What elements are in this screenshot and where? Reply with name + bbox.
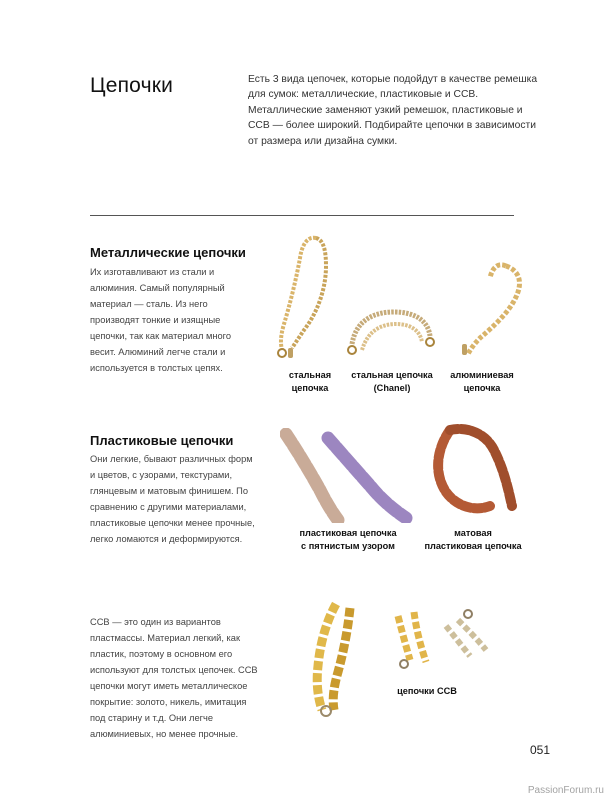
watermark: PassionForum.ru	[527, 785, 604, 796]
caption-aluminum-chain: алюминиевая цепочка	[450, 370, 514, 393]
metal-section-title: Металлические цепочки	[90, 245, 246, 260]
caption-matte-plastic-chain: матовая пластиковая цепочка	[424, 528, 522, 551]
aluminum-chain-photo	[448, 258, 530, 358]
metal-section-text: Их изготавливают из стали и алюминия. Самый популярный материал — сталь. Из него производят тонкие и изящные цепочки, так как материал много весит. Алюминий легче стали и используется в толстых цепях.	[90, 267, 232, 373]
ccb-section-text: ССВ — это один из вариантов пластмассы. Материал легкий, как пластик, поэтому в основном его используют для толстых цепочек. ССВ цепочки могут иметь металлическое покрытие: золото, никель, имитация под старину и т.д. Они легче алюминиевых, но менее прочные.	[90, 617, 258, 739]
chanel-chain-photo	[342, 300, 437, 362]
section-divider	[90, 215, 514, 216]
caption-ccb-chains: цепочки ССВ	[397, 686, 457, 696]
ccb-mixed-chains-photo	[384, 602, 494, 672]
page-title: Цепочки	[90, 74, 174, 97]
caption-steel-chain: стальная цепочка	[288, 370, 332, 393]
plastic-section-title: Пластиковые цепочки	[90, 433, 234, 448]
speckled-plastic-chain-photo	[280, 428, 415, 523]
intro-paragraph: Есть 3 вида цепочек, которые подойдут в качестве ремешка для сумок: металлические, пластиковые и ССВ. Металлические заменяют узкий ремешок, пластиковые и ССВ — более широкий. Подбирайте цепочки в зависимости от размера или дизайна сумки.	[248, 74, 538, 147]
ccb-gold-chain-photo	[296, 598, 368, 718]
matte-plastic-chain-photo	[428, 420, 528, 520]
caption-speckled-plastic-chain: пластиковая цепочка с пятнистым узором	[299, 528, 397, 551]
plastic-section-text: Они легкие, бывают различных форм и цветов, с узорами, текстурами, глянцевым и матовым финишем. По сравнению с другими материалами, пластиковые цепочки менее прочные, легко ломаются и деформируются.	[90, 454, 255, 544]
caption-chanel-chain: стальная цепочка (Chanel)	[351, 370, 433, 393]
page-number: 051	[530, 743, 551, 757]
